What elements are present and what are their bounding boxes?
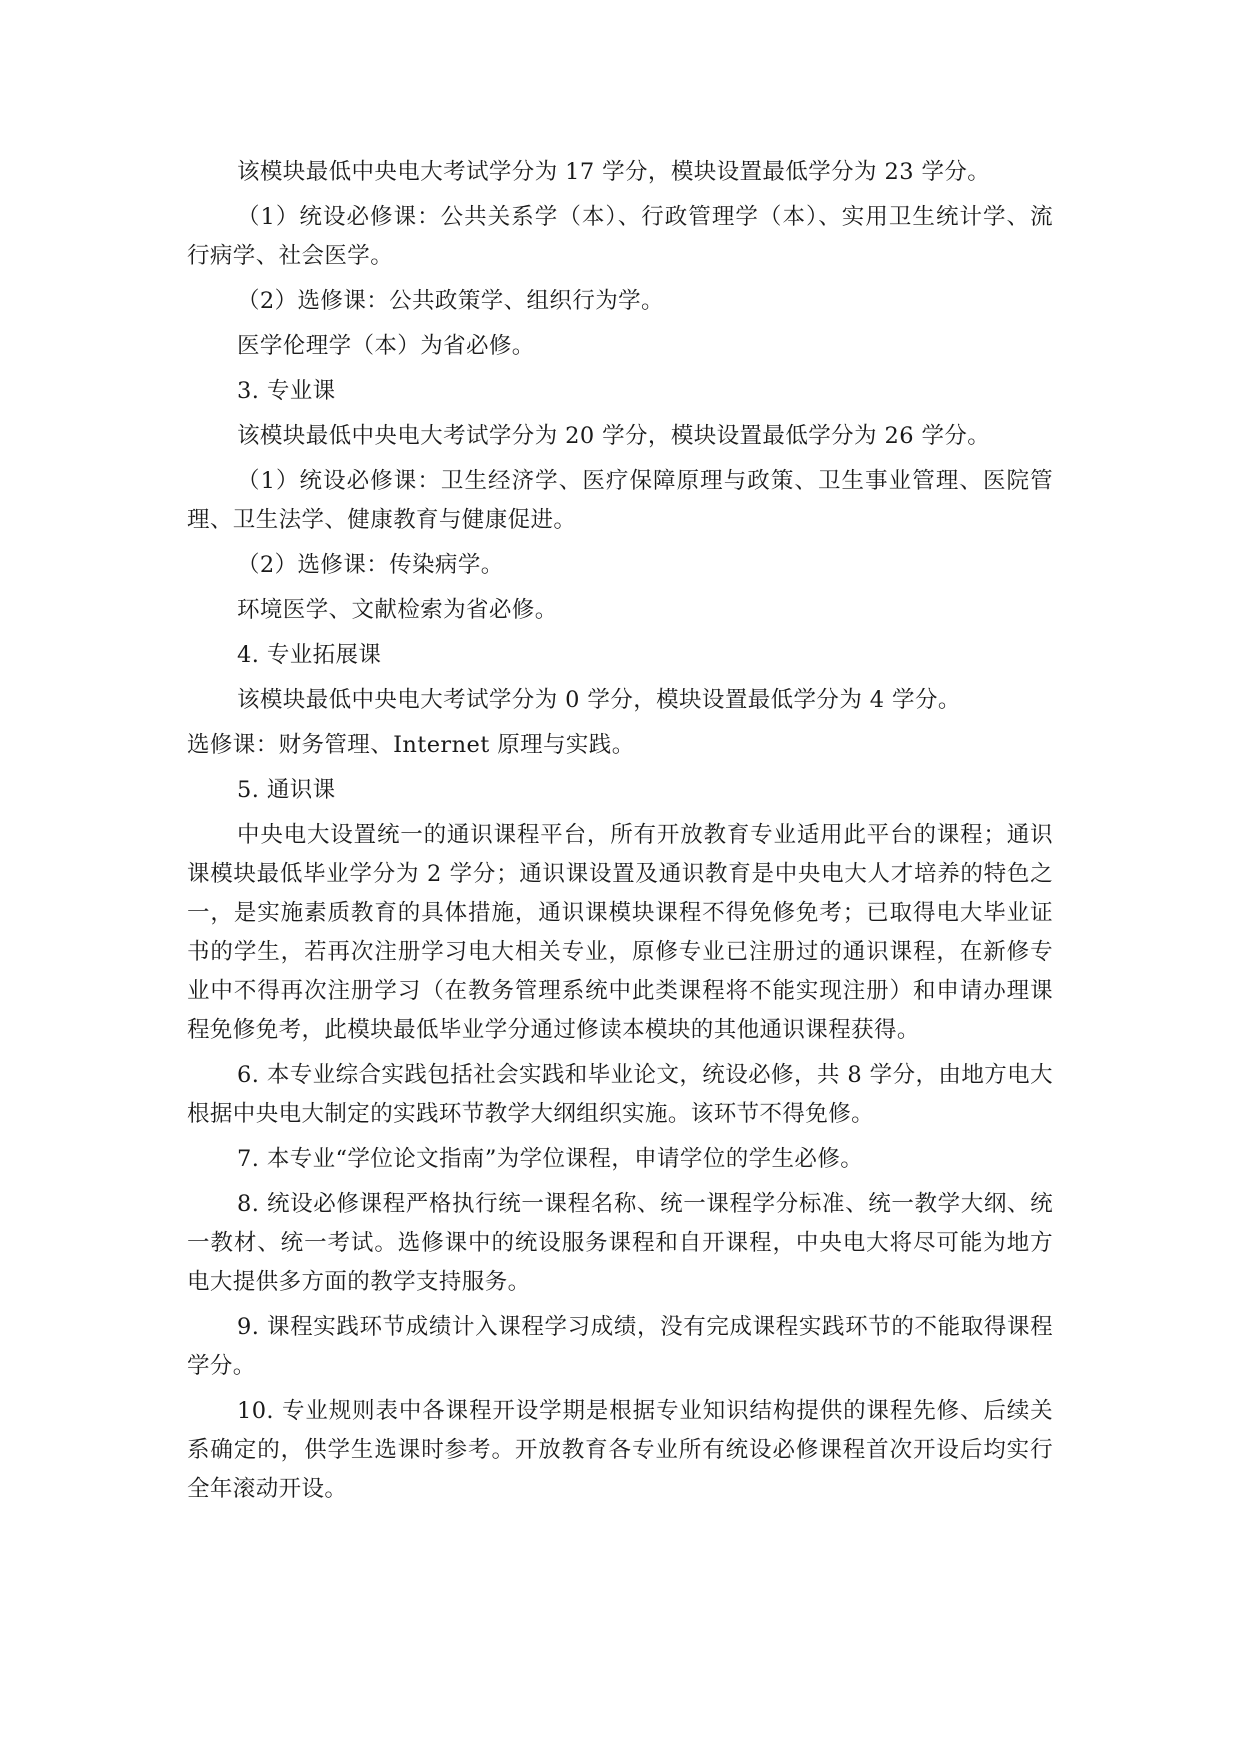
section-heading: 5. 通识课	[237, 777, 336, 803]
note-paragraph: 8. 统设必修课程严格执行统一课程名称、统一课程学分标准、统一教学大纲、统一教材、统一考试。选修课中的统设服务课程和自开课程，中央电大将尽可能为地方电大提供多方面的教学支持服务。	[187, 1191, 1053, 1295]
note-paragraph: 7. 本专业“学位论文指南”为学位课程，申请学位的学生必修。	[237, 1146, 864, 1172]
elective-courses-paragraph: （2）选修课：公共政策学、组织行为学。	[237, 288, 664, 314]
section-heading: 3. 专业课	[237, 378, 336, 404]
note-paragraph: 6. 本专业综合实践包括社会实践和毕业论文，统设必修，共 8 学分，由地方电大根据中央电大制定的实践环节教学大纲组织实施。该环节不得免修。	[187, 1062, 1053, 1127]
required-courses-paragraph: （1）统设必修课：公共关系学（本）、行政管理学（本）、实用卫生统计学、流行病学、社会医学。	[187, 204, 1053, 269]
module-credit-paragraph: 该模块最低中央电大考试学分为 17 学分，模块设置最低学分为 23 学分。	[237, 159, 991, 185]
provincial-required-paragraph: 医学伦理学（本）为省必修。	[237, 333, 535, 359]
document-body	[187, 153, 1053, 1515]
elective-courses-paragraph: （2）选修课：传染病学。	[237, 552, 504, 578]
note-paragraph: 10. 专业规则表中各课程开设学期是根据专业知识结构提供的课程先修、后续关系确定的，供学生选课时参考。开放教育各专业所有统设必修课程首次开设后均实行全年滚动开设。	[187, 1398, 1053, 1502]
provincial-required-paragraph: 环境医学、文献检索为省必修。	[237, 597, 558, 623]
module-credit-paragraph: 该模块最低中央电大考试学分为 20 学分，模块设置最低学分为 26 学分。	[237, 423, 991, 449]
section-heading: 4. 专业拓展课	[237, 642, 382, 668]
note-paragraph: 9. 课程实践环节成绩计入课程学习成绩，没有完成课程实践环节的不能取得课程学分。	[187, 1314, 1053, 1379]
elective-courses-paragraph: 选修课：财务管理、Internet 原理与实践。	[187, 732, 635, 758]
required-courses-paragraph: （1）统设必修课：卫生经济学、医疗保障原理与政策、卫生事业管理、医院管理、卫生法学、健康教育与健康促进。	[187, 468, 1053, 533]
general-education-paragraph: 中央电大设置统一的通识课程平台，所有开放教育专业适用此平台的课程；通识课模块最低毕业学分为 2 学分；通识课设置及通识教育是中央电大人才培养的特色之一，是实施素质教育的具体措施，通识课模块课程不得免修免考；已取得电大毕业证书的学生，若再次注册学习电大相关专业，原修专业已注册过的通识课程，在新修专业中不得再次注册学习（在教务管理系统中此类课程将不能实现注册）和申请办理课程免修免考，此模块最低毕业学分通过修读本模块的其他通识课程获得。	[187, 822, 1053, 1043]
module-credit-paragraph: 该模块最低中央电大考试学分为 0 学分，模块设置最低学分为 4 学分。	[237, 687, 961, 713]
